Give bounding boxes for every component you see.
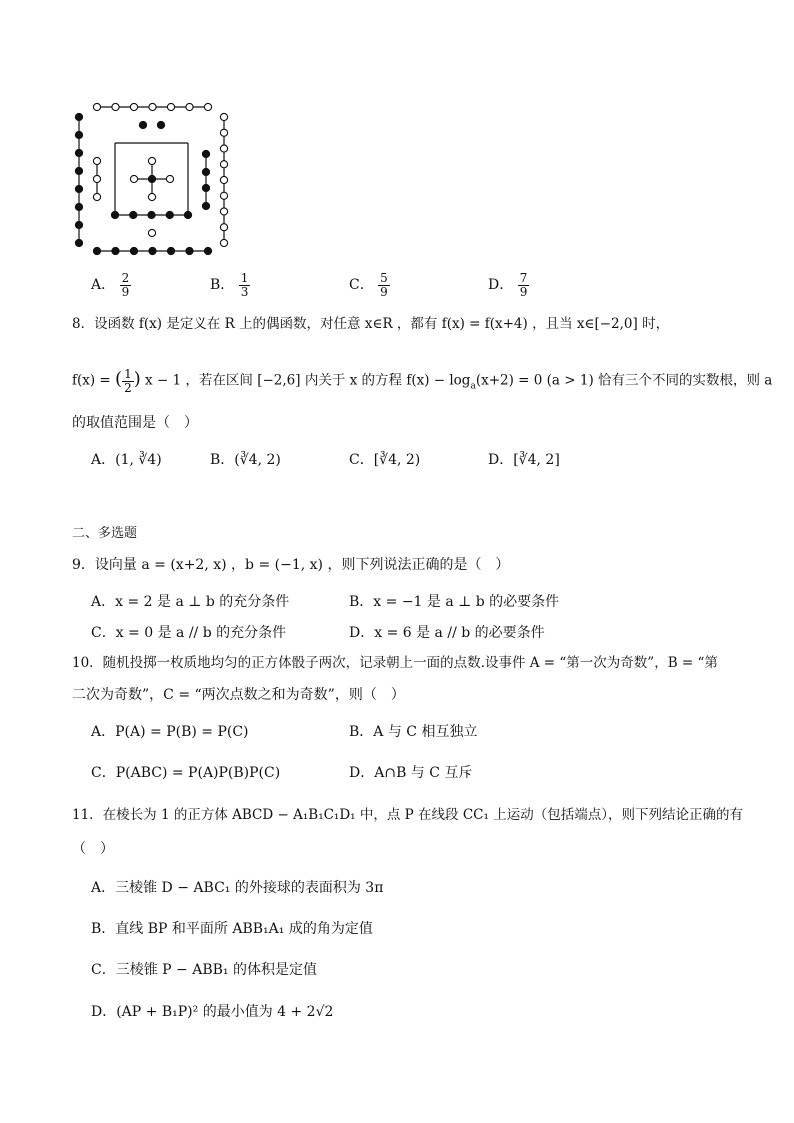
q11-stem-line2: （ ） (72, 841, 114, 857)
q7-option-b: B． $\frac{1}{3}$ (210, 271, 249, 299)
black-dot (75, 203, 82, 210)
q8-stem-line2: f(x) = ( $\frac{1}{2}$ ) x − 1 ，若在区间 [−2,6] 内关于 x 的方程 $f(x) - \log_a(x+2) = 0$ (a > 1) 恰有三个不同的实数根，则 a (72, 367, 773, 395)
black-dot (166, 211, 173, 218)
q10-option-a: A．P(A) = P(B) = P(C) (91, 724, 249, 740)
white-dot (220, 192, 227, 199)
white-dot (112, 103, 119, 110)
white-dot (93, 193, 100, 200)
q8-option-a: A．(1, ∛4) (91, 452, 162, 468)
black-dot (202, 150, 209, 157)
black-dot (167, 247, 174, 254)
section-heading: 二、多选题 (72, 526, 138, 541)
white-dot (93, 103, 100, 110)
q9-option-a: A．x = 2 是 a ⊥ b 的充分条件 (91, 594, 290, 610)
q7-option-c: C． $\frac{5}{9}$ (349, 271, 388, 299)
q7-option-a: A． $\frac{2}{9}$ (91, 271, 130, 299)
white-dot (148, 229, 155, 236)
q9-stem: 9．设向量 a = (x+2, x) ，b = (−1, x) ，则下列说法正确的是（ ） (72, 557, 510, 573)
white-dot (220, 224, 227, 231)
black-dot (157, 121, 164, 128)
black-dot (75, 131, 82, 138)
white-dot (220, 129, 227, 136)
black-dot (202, 184, 209, 191)
white-dot (186, 103, 193, 110)
black-dot (184, 211, 191, 218)
black-dot (149, 247, 156, 254)
white-dot (220, 161, 227, 168)
white-dot (149, 103, 156, 110)
black-dot (202, 168, 209, 175)
white-dot (130, 175, 137, 182)
black-dot (139, 121, 146, 128)
black-dot (148, 211, 155, 218)
black-dot (75, 185, 82, 192)
q8-stem-line3: 的取值范围是（ ） (72, 415, 198, 431)
black-dot (93, 247, 100, 254)
q10-option-d: D．A∩B 与 C 互斥 (349, 765, 473, 781)
q9-option-c: C．x = 0 是 a // b 的充分条件 (91, 625, 287, 641)
white-dot (204, 103, 211, 110)
q10-option-c: C．P(ABC) = P(A)P(B)P(C) (91, 765, 281, 781)
q8-stem-line1: 8．设函数 f(x) 是定义在 R 上的偶函数，对任意 x∈R ，都有 f(x) = f(x+4) ，且当 x∈[−2,0] 时， (72, 316, 670, 332)
q7-option-d: D． $\frac{7}{9}$ (488, 271, 528, 299)
white-dot (93, 157, 100, 164)
white-dot (93, 175, 100, 182)
black-dot (202, 202, 209, 209)
black-dot (148, 175, 155, 182)
q8-option-c: C．[∛4, 2) (349, 452, 421, 468)
black-dot (75, 221, 82, 228)
q11-stem-line1: 11．在棱长为 1 的正方体 ABCD − A₁B₁C₁D₁ 中，点 P 在线段 CC₁ 上运动（包括端点），则下列结论正确的有 (72, 807, 743, 823)
white-dot (130, 103, 137, 110)
white-dot (220, 113, 227, 120)
q9-option-d: D．x = 6 是 a // b 的必要条件 (349, 625, 545, 641)
black-dot (75, 149, 82, 156)
white-dot (220, 176, 227, 183)
black-dot (204, 247, 211, 254)
q11-option-d: D．(AP + B₁P)² 的最小值为 4 + 2√2 (91, 1004, 334, 1020)
q10-option-b: B．A 与 C 相互独立 (349, 724, 478, 740)
q8-option-d: D．[∛4, 2] (488, 452, 560, 468)
white-dot (220, 145, 227, 152)
black-dot (75, 167, 82, 174)
white-dot (148, 157, 155, 164)
white-dot (148, 193, 155, 200)
white-dot (220, 239, 227, 246)
black-dot (186, 247, 193, 254)
q8-option-b: B．(∛4, 2) (210, 452, 281, 468)
black-dot (130, 247, 137, 254)
black-dot (130, 211, 137, 218)
black-dot (112, 247, 119, 254)
q10-stem-line1: 10．随机投掷一枚质地均匀的正方体骰子两次，记录朝上一面的点数.设事件 A = “第一次为奇数”，B = “第 (72, 655, 718, 671)
q11-option-c: C．三棱锥 P − ABB₁ 的体积是定值 (91, 962, 317, 978)
white-dot (167, 103, 174, 110)
q11-option-b: B．直线 BP 和平面所 ABB₁A₁ 成的角为定值 (91, 921, 373, 937)
black-dot (75, 113, 82, 120)
dot-pattern-figure (0, 0, 794, 300)
q9-option-b: B．x = −1 是 a ⊥ b 的必要条件 (349, 594, 560, 610)
white-dot (166, 175, 173, 182)
white-dot (220, 208, 227, 215)
q10-stem-line2: 二次为奇数”，C = “两次点数之和为奇数”，则（ ） (72, 687, 405, 703)
black-dot (111, 211, 118, 218)
black-dot (75, 239, 82, 246)
q11-option-a: A．三棱锥 D − ABC₁ 的外接球的表面积为 3π (91, 880, 384, 896)
